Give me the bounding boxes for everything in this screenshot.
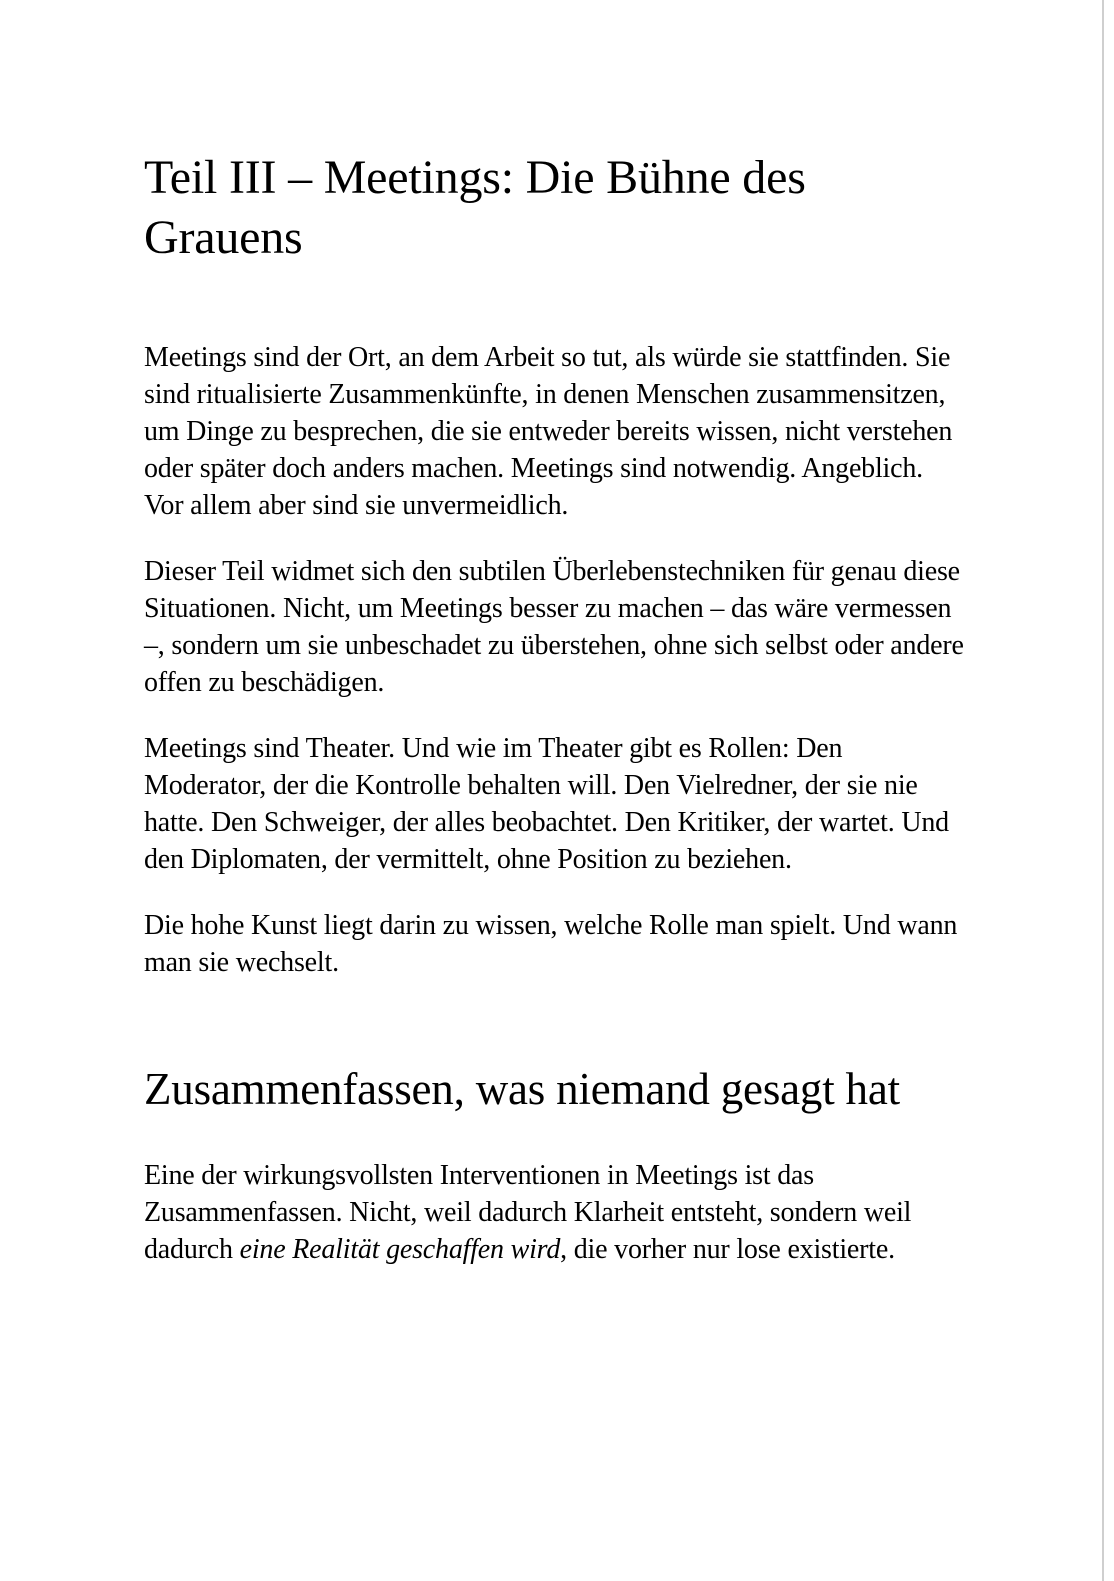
paragraph-text-before: Eine der wirkungsvollsten Interventionen in Meetings ist das Zusammenfassen. Nicht, weil dadurch Klarheit entsteht, sondern weil dadurch <box>144 1160 912 1265</box>
paragraph-art: Die hohe Kunst liegt darin zu wissen, welche Rolle man spielt. Und wann man sie wechselt. <box>144 910 958 978</box>
section-title: Zusammenfassen, was niemand gesagt hat <box>144 1064 900 1114</box>
part-title: Teil III – Meetings: Die Bühne des Grauens <box>144 151 806 264</box>
paragraph-purpose: Dieser Teil widmet sich den subtilen Überlebenstechniken für genau diese Situationen. Nicht, um Meetings besser zu machen – das wäre vermessen –, sondern um sie unbeschadet zu überstehen, ohne sich selbst oder andere offen zu beschädigen. <box>144 556 964 698</box>
paragraph-summarizing <box>144 1157 964 1268</box>
emphasized-phrase: eine Realität geschaffen wird <box>239 1234 561 1265</box>
paragraph-roles: Meetings sind Theater. Und wie im Theater gibt es Rollen: Den Moderator, der die Kontrolle behalten will. Den Vielredner, der sie nie hatte. Den Schweiger, der alles beobachtet. Den Kritiker, der wartet. Und den Diplomaten, der vermittelt, ohne Position zu beziehen. <box>144 733 949 875</box>
page-content <box>144 148 964 1268</box>
paragraph-intro: Meetings sind der Ort, an dem Arbeit so tut, als würde sie stattfinden. Sie sind ritualisierte Zusammenkünfte, in denen Menschen zusammensitzen, um Dinge zu besprechen, die sie entweder bereits wissen, nicht verstehen oder später doch anders machen. Meetings sind notwendig. Angeblich. Vor allem aber sind sie unvermeidlich. <box>144 342 953 521</box>
paragraph-text-after: , die vorher nur lose existierte. <box>560 1234 895 1265</box>
